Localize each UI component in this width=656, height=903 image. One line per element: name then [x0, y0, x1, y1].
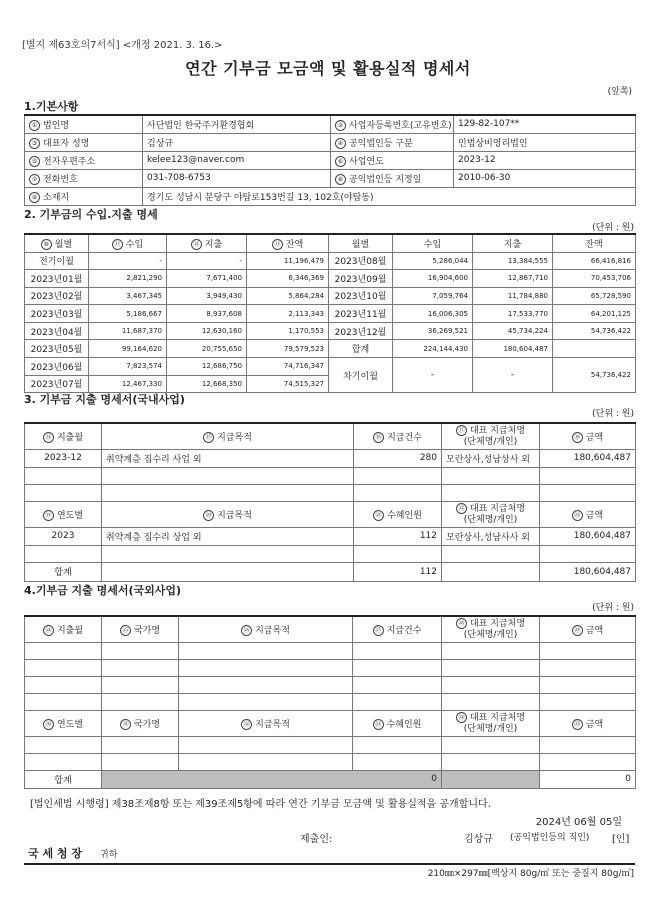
- label: 공익법인등 구분: [349, 138, 413, 149]
- month-cell: 2023년04월: [25, 322, 89, 340]
- label: 사업자등록번호(고유번호): [349, 120, 452, 131]
- submitter-role: (공익법인등의 직인): [510, 833, 590, 843]
- domestic-header-2: ⑲ 연도별 ⑳ 지급목적 ㉑ 수혜인원 ㉒ 대표 지급처명 (단체명/개인) ㉓ 금액: [25, 501, 636, 527]
- section-2-title: 2. 기부금의 수입.지출 명세: [24, 208, 158, 221]
- total-row: 합계 112 180,604,487: [25, 562, 636, 581]
- submitter-name: 김상규: [464, 834, 493, 845]
- income-cell: 11,687,370: [89, 322, 167, 340]
- circle-number: ⑬: [272, 239, 283, 250]
- table-row: [25, 358, 636, 376]
- domestic-table: [24, 422, 636, 582]
- recipient-suffix: 귀하: [100, 850, 118, 860]
- month-cell: 2023년02월: [25, 287, 89, 305]
- month-cell: 2023년06월: [25, 358, 89, 376]
- header-label: 잔액: [585, 239, 603, 250]
- total-row: 합계 0 0: [25, 770, 636, 788]
- law-note: [법인세법 시행령] 제38조제8항 또는 제39조제5항에 따라 연간 기부금 모금액 및 활용실적을 공개합니다.: [30, 799, 491, 810]
- foreign-table: [24, 615, 636, 789]
- table-row: [25, 270, 636, 288]
- basic-row: ⑦ 전화번호 031-708-6753 ⑧ 공익법인등 지정일 2010-06-30: [25, 169, 636, 187]
- month-cell: 2023년07월: [25, 375, 89, 393]
- domestic-header: ⑭ 지출월 ⑮ 지급목적 ⑯ 지급건수 ⑰ 대표 지급처명 (단체명/개인) ⑱ 금액: [25, 423, 636, 449]
- value: 031-708-6753: [143, 169, 331, 187]
- balance-cell: 74,515,327: [247, 375, 329, 393]
- expense-cell: 13,384,555: [473, 252, 553, 270]
- table-row: [25, 287, 636, 305]
- balance-cell: [553, 340, 636, 358]
- form-id: [별지 제63호의7서식] <개정 2021. 3. 16.>: [22, 40, 223, 51]
- table-row: 2023-12 취약계층 집수리 사업 외 280 모란상사,성남상사 외 180,604,487: [25, 449, 636, 467]
- expense-cell: 45,734,224: [473, 322, 553, 340]
- income-cell: 5,186,667: [89, 305, 167, 323]
- header-label: 잔액: [285, 239, 304, 250]
- header-label: 수입: [423, 239, 442, 250]
- balance-cell: 64,201,125: [553, 305, 636, 323]
- balance-cell: 1,170,553: [247, 322, 329, 340]
- value: 2023-12: [454, 151, 636, 169]
- balance-cell: 65,728,590: [553, 287, 636, 305]
- foreign-header: ㉔ 지출월 ㉕ 국가명 ㉖ 지급목적 ㉗ 지급건수 ㉘ 대표 지급처명 (단체명/개인) ㉙ 금액: [25, 616, 636, 642]
- column-header: [167, 234, 247, 252]
- income-cell: 36,269,521: [393, 322, 473, 340]
- carry-balance: 54,736,422: [553, 358, 636, 393]
- header-label: 지출: [204, 239, 223, 250]
- month-cell: 전기이월: [25, 252, 89, 270]
- expense-cell: 11,784,880: [473, 287, 553, 305]
- value: 사단법인 한국주거환경협회: [143, 115, 331, 133]
- header-label: 지출: [503, 239, 522, 250]
- month-cell: 2023년05월: [25, 340, 89, 358]
- table-row: [25, 305, 636, 323]
- document-title: 연간 기부금 모금액 및 활용실적 명세서: [185, 59, 471, 78]
- header-label: 수입: [125, 239, 144, 250]
- month-cell: 합계: [329, 340, 393, 358]
- unit-label: (단위 : 원): [592, 603, 634, 613]
- section-3-title: 3. 기부금 지출 명세서(국내사업): [24, 393, 185, 406]
- recipient-office: 국 세 청 장: [28, 847, 82, 860]
- balance-cell: 2,113,343: [247, 305, 329, 323]
- income-cell: -: [89, 252, 167, 270]
- circle-number: ⑫: [191, 239, 202, 250]
- label: 법인명: [43, 120, 70, 131]
- expense-cell: 3,949,430: [167, 287, 247, 305]
- carry-expense: -: [473, 358, 553, 393]
- carry-income: -: [393, 358, 473, 393]
- month-cell: 2023년10월: [329, 287, 393, 305]
- label: 소재지: [43, 192, 70, 203]
- income-cell: 7,059,764: [393, 287, 473, 305]
- header-label: 월별: [351, 239, 370, 250]
- balance-cell: 54,736,422: [553, 322, 636, 340]
- balance-cell: 6,346,369: [247, 270, 329, 288]
- value: 129-82-107**: [454, 115, 636, 133]
- income-cell: 2,821,290: [89, 270, 167, 288]
- basic-info-table: [24, 114, 636, 206]
- submitter-label: 제출인:: [300, 834, 333, 845]
- circle-number: ⑪: [112, 239, 123, 250]
- balance-cell: 74,716,347: [247, 358, 329, 376]
- page-side: (앞쪽): [607, 87, 632, 97]
- expense-cell: 20,755,650: [167, 340, 247, 358]
- income-cell: 5,286,044: [393, 252, 473, 270]
- income-cell: 3,467,345: [89, 287, 167, 305]
- submit-date: 2024년 06월 05일: [535, 817, 622, 828]
- paper-spec: 210㎜×297㎜[백상지 80g/㎡ 또는 중질지 80g/㎡]: [427, 869, 634, 879]
- address-value: 경기도 성남시 분당구 야탑로153번길 13, 102호(야탑동): [143, 187, 636, 205]
- table-row: [25, 252, 636, 270]
- expense-cell: 12,630,160: [167, 322, 247, 340]
- column-header: [473, 234, 553, 252]
- month-cell: 2023년11월: [329, 305, 393, 323]
- expense-cell: 180,604,487: [473, 340, 553, 358]
- basic-row: ① 법인명 사단법인 한국주거환경협회 ② 사업자등록번호(고유번호) 129-82-107**: [25, 115, 636, 133]
- balance-cell: 11,196,479: [247, 252, 329, 270]
- column-header: [329, 234, 393, 252]
- label: 사업연도: [349, 156, 384, 167]
- month-cell: 2023년03월: [25, 305, 89, 323]
- balance-cell: 66,416,816: [553, 252, 636, 270]
- income-cell: 7,823,574: [89, 358, 167, 376]
- column-header: [89, 234, 167, 252]
- column-header: [553, 234, 636, 252]
- expense-cell: 17,533,770: [473, 305, 553, 323]
- column-header: [393, 234, 473, 252]
- seal-mark: [인]: [612, 834, 630, 845]
- table-row: 2023 취약계층 집수리 상업 외 112 모란상사,성남사사 외 180,604,487: [25, 527, 636, 545]
- column-header: [25, 234, 89, 252]
- value: 민법상비영리법인: [454, 133, 636, 151]
- income-cell: 99,164,620: [89, 340, 167, 358]
- balance-cell: 5,864,284: [247, 287, 329, 305]
- month-cell: 2023년08월: [329, 252, 393, 270]
- unit-label: (단위 : 원): [592, 223, 634, 233]
- basic-row: ③ 대표자 성명 김상규 ④ 공익법인등 구분 민법상비영리법인: [25, 133, 636, 151]
- header-label: 월별: [54, 239, 73, 250]
- expense-cell: 7,671,400: [167, 270, 247, 288]
- label: 전자우편주소: [43, 156, 96, 167]
- section-1-title: 1.기본사항: [24, 100, 79, 113]
- basic-row: ⑤ 전자우편주소 kelee123@naver.com ⑥ 사업연도 2023-12: [25, 151, 636, 169]
- value: 김상규: [143, 133, 331, 151]
- expense-cell: 8,937,608: [167, 305, 247, 323]
- label: 대표자 성명: [43, 138, 90, 149]
- income-cell: 224,144,430: [393, 340, 473, 358]
- income-cell: 16,904,600: [393, 270, 473, 288]
- monthly-table: [24, 233, 636, 393]
- month-cell: 2023년12월: [329, 322, 393, 340]
- monthly-header: [25, 234, 636, 252]
- month-cell: 2023년01월: [25, 270, 89, 288]
- circle-number: ⑩: [41, 239, 52, 250]
- carry-label: 차기이월: [329, 358, 393, 393]
- address-row: ⑨ 소재지 경기도 성남시 분당구 야탑로153번길 13, 102호(야탑동): [25, 187, 636, 205]
- expense-cell: 12,867,710: [473, 270, 553, 288]
- unit-label: (단위 : 원): [592, 409, 634, 419]
- column-header: [247, 234, 329, 252]
- table-row: [25, 322, 636, 340]
- month-cell: 2023년09월: [329, 270, 393, 288]
- income-cell: 16,006,305: [393, 305, 473, 323]
- expense-cell: 12,668,350: [167, 375, 247, 393]
- value: kelee123@naver.com: [143, 151, 331, 169]
- balance-cell: 79,579,523: [247, 340, 329, 358]
- balance-cell: 70,453,706: [553, 270, 636, 288]
- income-cell: 12,467,330: [89, 375, 167, 393]
- value: 2010-06-30: [454, 169, 636, 187]
- expense-cell: 12,686,750: [167, 358, 247, 376]
- label: 공익법인등 지정일: [349, 174, 422, 185]
- section-4-title: 4.기부금 지출 명세서(국외사업): [24, 584, 182, 597]
- foreign-header-2: ㉚ 연도별 ㉛ 국가명 ㉜ 지급목적 ㉝ 수혜인원 ㉞ 대표 지급처명 (단체명/개인) ㉟ 금액: [25, 710, 636, 736]
- table-row: [25, 340, 636, 358]
- label: 전화번호: [43, 174, 78, 185]
- expense-cell: -: [167, 252, 247, 270]
